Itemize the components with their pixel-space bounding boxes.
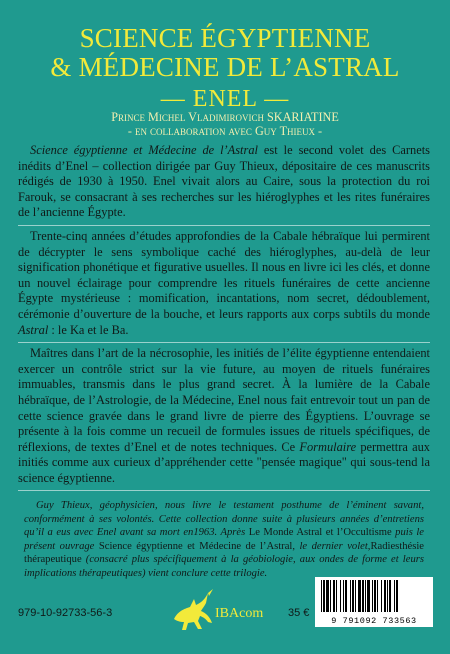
barcode-bar	[343, 580, 344, 612]
paragraph-text: puis le présent ouvrage	[24, 527, 424, 552]
barcode-bar	[350, 580, 351, 612]
book-title-line1: SCIENCE ÉGYPTIENNE	[79, 23, 371, 53]
paragraph-text: : le Ka et le Ba.	[48, 322, 129, 337]
barcode-bar	[330, 580, 331, 612]
book-title-author-name: — ENEL —	[160, 86, 290, 112]
barcode-bar	[326, 580, 329, 612]
italic-term: Astral	[18, 322, 49, 337]
paragraph-text: (consacré plus spécifiquement à la géobiologie, aux ondes de forme et leurs implications thérapeutiques) vient conclure cette trilogie.	[24, 554, 424, 579]
paragraph-text: le dernier volet,	[295, 540, 371, 552]
barcode-bar	[396, 580, 398, 612]
price: 35 €	[288, 607, 310, 619]
book-reference: Science égyptienne et Médecine de l’Astral,	[98, 540, 295, 552]
isbn: 979-10-92733-56-3	[18, 607, 113, 619]
divider	[18, 490, 430, 491]
barcode-bar	[355, 580, 356, 612]
divider	[18, 225, 430, 226]
paragraph-cabale	[18, 229, 430, 338]
barcode-bar	[352, 580, 354, 612]
paragraph-intro	[18, 143, 430, 221]
barcode-bar	[358, 580, 361, 612]
barcode-bar	[374, 580, 376, 612]
barcode-bar	[340, 580, 341, 612]
barcode-bar	[365, 580, 366, 612]
paragraph-text: Maîtres dans l’art de la nécrosophie, les initiés de l’élite égyptienne entendaient exercer un contrôle strict sur la vie future, au moyen de rituels funéraires immuables, transmis dans le plus grand secret. À la lumière de la Cabale hébraïque, de l’Astrologie, de la Médecine, Enel nous fait entrevoir tout un pan de cette science gravée dans le grand livre de pierre des Égyptiens. L’ouvrage se présente à la fois comme un recueil de formules issues de rituels spécifiques, de réflexions, de textes d’Enel et de notes techniques. Ce	[18, 346, 430, 454]
divider	[18, 342, 430, 343]
author-line: Prince Michel Vladimirovich SKARIATINE	[111, 110, 339, 124]
barcode-bar	[372, 580, 373, 612]
unicorn-logo-icon	[168, 589, 216, 633]
barcode-number: 9 791092 733563	[331, 616, 417, 626]
footer	[18, 597, 433, 637]
barcode-bar	[367, 580, 370, 612]
paragraph-text: permettra aux initiés comme aux curieux d’appréhender cette "pensée magique" qui sous-tend la science égyptienne.	[18, 439, 430, 485]
italic-term: Formulaire	[299, 439, 357, 454]
book-reference: Le Monde Astral et l’Occultisme	[248, 527, 392, 539]
publisher-name: IBAcom	[215, 606, 264, 621]
collaboration-line: - en collaboration avec Guy Thieux -	[127, 124, 323, 138]
barcode-bar	[387, 580, 388, 612]
back-cover-text	[18, 143, 430, 584]
paragraph-editor-note	[18, 499, 430, 579]
paragraph-text: Guy Thieux, géophysicien, nous livre le testament posthume de l’éminent savant, conformément à ses volontés. Cette collection donne suite à plusieurs années d’entretiens qu’il a eus avec Enel avant sa mort en1963. Après	[24, 500, 424, 539]
isbn-barcode	[315, 577, 433, 627]
paragraph-text: Trente-cinq années d’études approfondies de la Cabale hébraïque lui permirent de décrypter le sens symbolique caché des hiéroglyphes, au-delà de leur signification phonétique et figurative usuelles. Il nous en livre ici les clés, et donne un nouvel éclairage pour comprendre les rituels funéraires de cette ancienne Égypte mystérieuse : momification, incantations, nom secret, dédoublement, cérémonie d’ouverture de la bouche, et leurs rapports aux corps subtils du monde	[18, 228, 430, 321]
barcode-bar	[321, 580, 322, 612]
barcode-bar	[362, 580, 364, 612]
barcode-bar	[384, 580, 386, 612]
barcode-bar	[333, 580, 335, 612]
barcode-bar	[389, 580, 391, 612]
publisher-logo	[168, 589, 278, 633]
barcode-bar	[323, 580, 325, 612]
barcode-bar	[377, 580, 378, 612]
book-title-italic: Science égyptienne et Médecine de l’Astral	[30, 143, 258, 157]
book-reference: Radiesthésie thérapeutique	[24, 540, 425, 566]
barcode-bar	[345, 580, 347, 612]
paragraph-text: est le second volet des Carnets inédits d’Enel – collection dirigée par Guy Thieux, dépositaire de ces manuscrits rédigés de 1930 à 1950. Enel vivait alors au Caire, sous la protection du roi Farouk, se consacrant à ses recherches sur les hiéroglyphes et les rites funéraires de l’ancienne Égypte.	[18, 143, 430, 220]
paragraph-necrosophie	[18, 346, 430, 486]
book-title-line2: & MÉDECINE DE L’ASTRAL	[50, 52, 400, 82]
barcode-bar	[381, 580, 382, 612]
barcode-bar	[394, 580, 395, 612]
barcode-bars	[315, 577, 433, 617]
barcode-bar	[336, 580, 337, 612]
